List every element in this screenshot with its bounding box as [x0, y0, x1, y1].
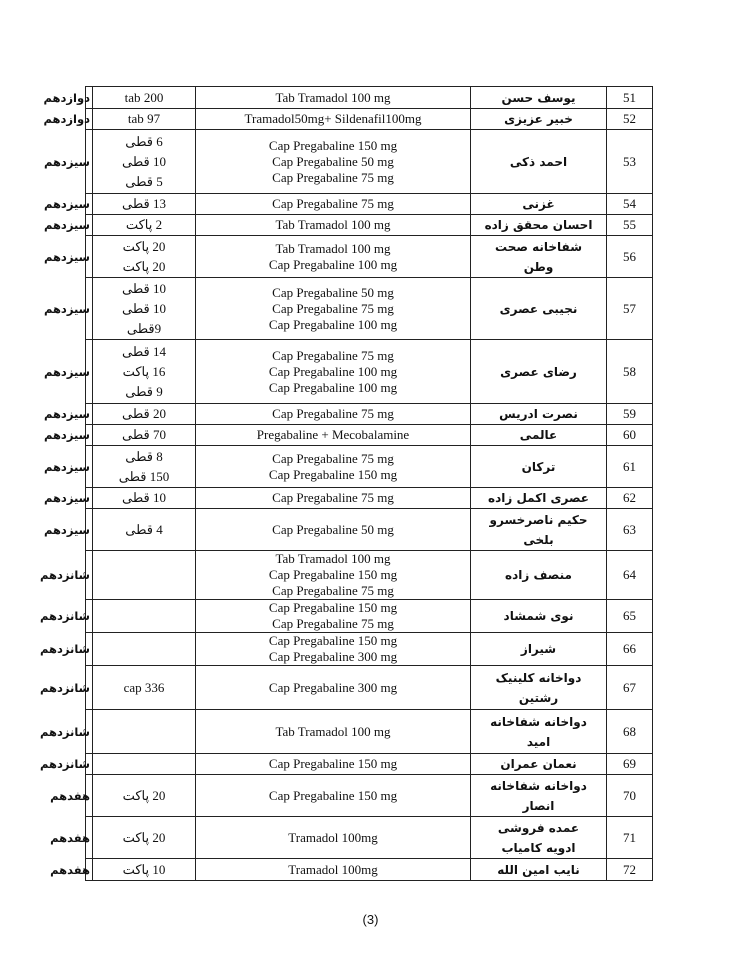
pharmacy-name-line: ترکان [521, 459, 556, 474]
quantity [93, 215, 196, 236]
table-row [86, 236, 653, 278]
month: سیزدهم [86, 425, 93, 446]
medication-line: Cap Pregabaline 75 mg [272, 450, 394, 466]
medication-line: Cap Pregabaline 75 mg [272, 583, 394, 598]
pharmacy-name [471, 633, 607, 666]
quantity [93, 710, 196, 754]
row-number: 71 [607, 817, 653, 859]
quantity-line: 10 قطی [122, 153, 166, 169]
medication-line: Cap Pregabaline 100 mg [268, 363, 398, 379]
medication [196, 551, 471, 600]
month: سیزدهم [86, 404, 93, 425]
month: سیزدهم [86, 278, 93, 340]
medication [196, 817, 471, 859]
medication-line: Tramadol 100mg [288, 861, 378, 877]
row-number: 53 [607, 130, 653, 194]
pharmacy-name [471, 236, 607, 278]
medication [196, 600, 471, 633]
medication [196, 215, 471, 236]
pharmacy-name-line: نایب امین الله [497, 862, 580, 877]
quantity-line: 20 پاکت [122, 238, 166, 254]
table-body [40, 87, 653, 881]
medication-line: Cap Pregabaline 100 mg [268, 256, 398, 272]
medication-line: Tab Tramadol 100 mg [275, 551, 391, 566]
row-number: 69 [607, 754, 653, 775]
pharmacy-name-line: نجیبی عصری [499, 301, 578, 316]
month: دوازدهم [86, 109, 93, 130]
table-row [86, 404, 653, 425]
medication-line: Cap Pregabaline 150 mg [268, 600, 398, 615]
month: هفدهم [86, 859, 93, 881]
pharmacy-name-line: رضای عصری [500, 364, 577, 379]
quantity [93, 278, 196, 340]
pharmacy-name-line: بلخی [523, 532, 554, 547]
month: سیزدهم [86, 340, 93, 404]
pharmacy-name-line: غزنی [522, 197, 555, 211]
pharmacy-name-line: نوی شمشاد [503, 609, 574, 623]
medication [196, 109, 471, 130]
medication [196, 194, 471, 215]
medication-line: Tramadol50mg+ Sildenafil100mg [244, 111, 422, 126]
medication-line: Cap Pregabaline 75 mg [272, 169, 394, 185]
quantity-line: 20 قطی [122, 406, 166, 421]
pharmacy-name [471, 215, 607, 236]
medication [196, 446, 471, 488]
table-row [86, 488, 653, 509]
quantity [93, 488, 196, 509]
pharmacy-name-line: نصرت ادریس [499, 407, 578, 421]
pharmacy-name [471, 551, 607, 600]
pharmacy-name-line: حکیم ناصرخسرو [489, 512, 588, 527]
month: سیزدهم [86, 236, 93, 278]
quantity-line: 9 قطی [125, 383, 163, 399]
medication [196, 87, 471, 109]
pharmacy-name-line: نعمان عمران [500, 757, 577, 771]
pharmacy-name [471, 130, 607, 194]
month: شانزدهم [86, 551, 93, 600]
pharmacy-name [471, 775, 607, 817]
table-row [86, 754, 653, 775]
pharmacy-name-line: شیراز [520, 642, 557, 656]
table-row [86, 775, 653, 817]
row-number: 62 [607, 488, 653, 509]
medication [196, 775, 471, 817]
medication-line: Tab Tramadol 100 mg [275, 240, 391, 256]
month: سیزدهم [86, 446, 93, 488]
row-number: 65 [607, 600, 653, 633]
table-row [86, 109, 653, 130]
table-row [86, 633, 653, 666]
medication-line: Cap Pregabaline 75 mg [272, 196, 394, 211]
quantity [93, 340, 196, 404]
pharmacy-name [471, 340, 607, 404]
quantity [93, 446, 196, 488]
quantity [93, 130, 196, 194]
records-table [40, 86, 653, 881]
table-row [86, 710, 653, 754]
medication [196, 710, 471, 754]
medication [196, 666, 471, 710]
table-row [86, 194, 653, 215]
medication [196, 633, 471, 666]
table-row [86, 509, 653, 551]
table-row [86, 446, 653, 488]
row-number: 60 [607, 425, 653, 446]
table-row [86, 600, 653, 633]
pharmacy-name-line: دواخانه کلینیک [495, 670, 582, 685]
pharmacy-name [471, 404, 607, 425]
quantity [93, 425, 196, 446]
table-row [86, 215, 653, 236]
medication-line: Cap Pregabaline 50 mg [272, 521, 394, 537]
row-number: 61 [607, 446, 653, 488]
medication-line: Tab Tramadol 100 mg [275, 89, 391, 105]
medication [196, 488, 471, 509]
medication [196, 404, 471, 425]
pharmacy-name-line: یوسف حسن [501, 90, 576, 105]
medication-line: Tab Tramadol 100 mg [275, 217, 391, 232]
row-number: 64 [607, 551, 653, 600]
row-number: 66 [607, 633, 653, 666]
row-number: 57 [607, 278, 653, 340]
pharmacy-name-line: خبیر عزیزی [504, 112, 573, 126]
pharmacy-name-line: منصف زاده [505, 568, 572, 582]
quantity-line: 13 قطی [122, 196, 166, 211]
quantity [93, 633, 196, 666]
medication-line: Cap Pregabaline 300 mg [268, 679, 398, 695]
row-number: 63 [607, 509, 653, 551]
quantity [93, 551, 196, 600]
pharmacy-name-line: رشتین [518, 690, 559, 705]
pharmacy-name-line: ادویه کامیاب [501, 840, 576, 855]
medication [196, 859, 471, 881]
table-row [86, 340, 653, 404]
quantity-line: 4 قطی [125, 521, 163, 537]
medication [196, 340, 471, 404]
medication [196, 130, 471, 194]
quantity-line: 16 پاکت [122, 363, 166, 379]
quantity-line: 20 پاکت [122, 829, 166, 845]
row-number: 70 [607, 775, 653, 817]
row-number: 51 [607, 87, 653, 109]
month: دوازدهم [86, 87, 93, 109]
quantity-line: 150 قطی [118, 468, 170, 484]
table-row [86, 278, 653, 340]
medication-line: Cap Pregabaline 75 mg [272, 616, 394, 631]
month: هفدهم [86, 775, 93, 817]
table-row [86, 666, 653, 710]
medication-line: Cap Pregabaline 75 mg [272, 300, 394, 316]
pharmacy-name [471, 87, 607, 109]
medication [196, 754, 471, 775]
quantity [93, 236, 196, 278]
quantity-line: 70 قطی [122, 427, 166, 442]
pharmacy-name [471, 600, 607, 633]
medication-line: Tab Tramadol 100 mg [275, 723, 391, 739]
pharmacy-name [471, 509, 607, 551]
quantity-line: 5 قطی [125, 173, 163, 189]
quantity-line: 97 tab [127, 111, 161, 126]
medication-line: Cap Pregabaline 75 mg [272, 406, 394, 421]
medication-line: Cap Pregabaline 150 mg [268, 787, 398, 803]
month: سیزدهم [86, 509, 93, 551]
row-number: 52 [607, 109, 653, 130]
medication [196, 509, 471, 551]
pharmacy-name [471, 278, 607, 340]
table-row [86, 425, 653, 446]
pharmacy-name [471, 710, 607, 754]
quantity [93, 109, 196, 130]
quantity-line: 9قطی [126, 320, 162, 336]
quantity [93, 859, 196, 881]
pharmacy-name-line: دواخانه شفاخانه [490, 714, 587, 729]
pharmacy-name-line: انصار [522, 798, 555, 813]
pharmacy-name [471, 109, 607, 130]
quantity [93, 600, 196, 633]
medication-line: Cap Pregabaline 150 mg [268, 466, 398, 482]
medication-line: Pregabaline + Mecobalamine [256, 427, 410, 442]
pharmacy-name [471, 666, 607, 710]
table-row [86, 817, 653, 859]
table-row [86, 551, 653, 600]
table-row [86, 87, 653, 109]
pharmacy-name-line: امید [526, 734, 551, 749]
row-number: 68 [607, 710, 653, 754]
table-row [86, 130, 653, 194]
medication-line: Cap Pregabaline 150 mg [268, 137, 398, 153]
month: سیزدهم [86, 194, 93, 215]
month: سیزدهم [86, 130, 93, 194]
pharmacy-name-line: احمد ذکی [509, 154, 568, 169]
month: شانزدهم [86, 710, 93, 754]
month: شانزدهم [86, 754, 93, 775]
quantity-line: 200 tab [124, 89, 164, 105]
row-number: 54 [607, 194, 653, 215]
page-number: (3) [362, 912, 379, 927]
pharmacy-name [471, 194, 607, 215]
medication-line: Cap Pregabaline 75 mg [272, 347, 394, 363]
pharmacy-name [471, 446, 607, 488]
pharmacy-name-line: شفاخانه صحت [494, 239, 582, 254]
month: شانزدهم [86, 666, 93, 710]
quantity-line: 10 پاکت [122, 861, 166, 877]
month: سیزدهم [86, 488, 93, 509]
month: شانزدهم [86, 600, 93, 633]
quantity [93, 775, 196, 817]
medication-line: Tramadol 100mg [288, 829, 378, 845]
pharmacy-name [471, 425, 607, 446]
quantity [93, 817, 196, 859]
medication-line: Cap Pregabaline 150 mg [268, 567, 398, 582]
medication-line: Cap Pregabaline 150 mg [268, 633, 398, 648]
pharmacy-name-line: عمده فروشی [497, 820, 580, 835]
row-number: 59 [607, 404, 653, 425]
pharmacy-name [471, 859, 607, 881]
medication [196, 425, 471, 446]
quantity [93, 666, 196, 710]
quantity-line: 20 پاکت [122, 787, 166, 803]
medication-line: Cap Pregabaline 75 mg [272, 490, 394, 505]
quantity-line: 8 قطی [125, 448, 163, 464]
pharmacy-name [471, 754, 607, 775]
medication-line: Cap Pregabaline 100 mg [268, 316, 398, 332]
medication-line: Cap Pregabaline 300 mg [268, 649, 398, 664]
quantity [93, 194, 196, 215]
table-row [86, 859, 653, 881]
quantity-line: 6 قطی [125, 133, 163, 149]
quantity [93, 87, 196, 109]
medication-line: Cap Pregabaline 150 mg [268, 756, 398, 771]
quantity-line: 10 قطی [122, 300, 166, 316]
quantity-line: 14 قطی [122, 343, 166, 359]
pharmacy-name-line: عالمی [519, 428, 558, 442]
row-number: 56 [607, 236, 653, 278]
quantity-line: 336 cap [123, 679, 165, 695]
pharmacy-name [471, 817, 607, 859]
row-number: 58 [607, 340, 653, 404]
medication [196, 236, 471, 278]
quantity [93, 404, 196, 425]
month: سیزدهم [86, 215, 93, 236]
month: شانزدهم [86, 633, 93, 666]
quantity-line: 20 پاکت [122, 258, 166, 274]
quantity [93, 509, 196, 551]
month: هفدهم [86, 817, 93, 859]
row-number: 67 [607, 666, 653, 710]
row-number: 72 [607, 859, 653, 881]
medication-line: Cap Pregabaline 100 mg [268, 379, 398, 395]
row-number: 55 [607, 215, 653, 236]
quantity-line: 10 قطی [122, 490, 166, 505]
pharmacy-name-line: وطن [523, 259, 554, 274]
pharmacy-name-line: عصری اکمل زاده [488, 491, 589, 505]
quantity-line: 10 قطی [122, 280, 166, 296]
quantity [93, 754, 196, 775]
medication-line: Cap Pregabaline 50 mg [272, 153, 394, 169]
pharmacy-name-line: احسان محقق زاده [484, 218, 593, 232]
pharmacy-name-line: دواخانه شفاخانه [490, 778, 587, 793]
medication [196, 278, 471, 340]
medication-line: Cap Pregabaline 50 mg [272, 284, 394, 300]
quantity-line: 2 پاکت [125, 217, 163, 232]
pharmacy-name [471, 488, 607, 509]
